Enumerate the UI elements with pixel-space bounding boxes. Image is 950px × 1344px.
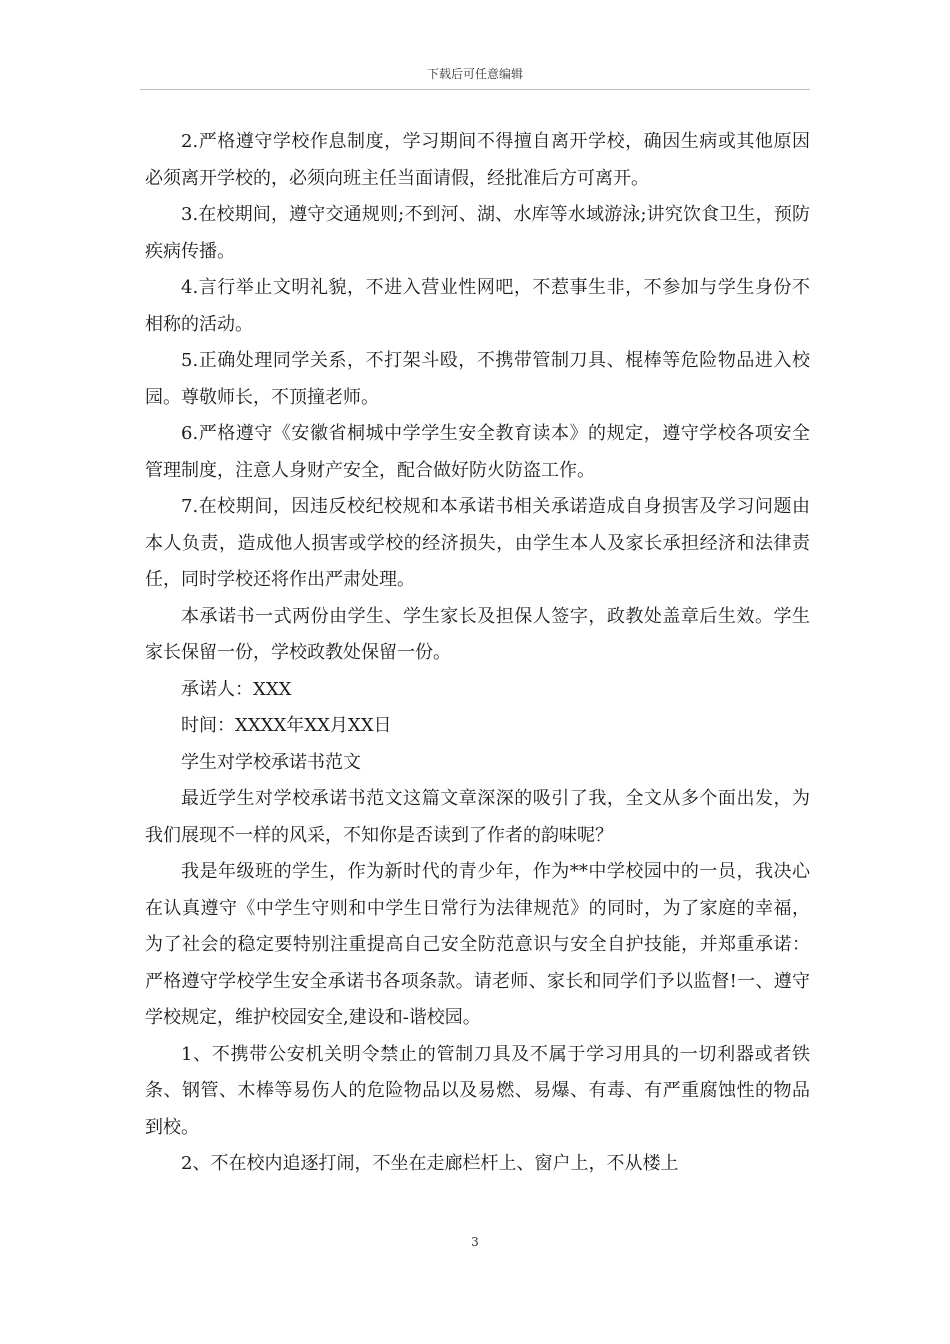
paragraph-item-1: 1、不携带公安机关明令禁止的管制刀具及不属于学习用具的一切利器或者铁条、钢管、木棒等易伤人的危险物品以及易燃、易爆、有毒、有严重腐蚀性的物品到校。 — [145, 1043, 810, 1138]
signatory-line: 承诺人：XXX — [181, 678, 292, 700]
paragraph-rule-7: 7.在校期间，因违反校纪校规和本承诺书相关承诺造成自身损害及学习问题由本人负责，造成他人损害或学校的经济损失，由学生本人及家长承担经济和法律责任，同时学校还将作出严肃处理。 — [145, 496, 810, 590]
page-number: 3 — [471, 1235, 479, 1249]
section-title: 学生对学校承诺书范文 — [181, 751, 361, 773]
paragraph-rule-6: 6.严格遵守《安徽省桐城中学学生安全教育读本》的规定，遵守学校各项安全管理制度，注意人身财产安全，配合做好防火防盗工作。 — [145, 423, 810, 481]
paragraph-copies-note: 本承诺书一式两份由学生、学生家长及担保人签字，政教处盖章后生效。学生家长保留一份，学校政教处保留一份。 — [145, 605, 810, 663]
paragraph-rule-3: 3.在校期间，遵守交通规则;不到河、湖、水库等水域游泳;讲究饮食卫生，预防疾病传播。 — [145, 204, 810, 262]
paragraph-item-2: 2、不在校内追逐打闹，不坐在走廊栏杆上、窗户上，不从楼上 — [181, 1153, 679, 1174]
document-body — [145, 124, 810, 1183]
paragraph-intro: 最近学生对学校承诺书范文这篇文章深深的吸引了我，全文从多个面出发，为我们展现不一样的风采，不知你是否读到了作者的韵味呢？ — [145, 788, 810, 846]
paragraph-pledge: 我是年级班的学生，作为新时代的青少年，作为**中学校园中的一员，我决心在认真遵守《中学生守则和中学生日常行为法律规范》的同时，为了家庭的幸福，为了社会的稳定要特别注重提高自己安全防范意识与安全自护技能，并郑重承诺：严格遵守学校学生安全承诺书各项条款。请老师、家长和同学们予以监督!一、遵守学校规定，维护校园安全,建设和-谐校园。 — [145, 861, 810, 1028]
header-divider — [140, 89, 810, 90]
page-header: 下载后可任意编辑 — [426, 67, 523, 81]
paragraph-rule-2: 2.严格遵守学校作息制度，学习期间不得擅自离开学校，确因生病或其他原因必须离开学校的，必须向班主任当面请假，经批准后方可离开。 — [145, 131, 810, 189]
date-line: 时间：XXXX年XX月XX日 — [181, 715, 392, 736]
paragraph-rule-4: 4.言行举止文明礼貌，不进入营业性网吧，不惹事生非，不参加与学生身份不相称的活动。 — [145, 277, 810, 335]
paragraph-rule-5: 5.正确处理同学关系，不打架斗殴，不携带管制刀具、棍棒等危险物品进入校园。尊敬师长，不顶撞老师。 — [145, 350, 810, 408]
